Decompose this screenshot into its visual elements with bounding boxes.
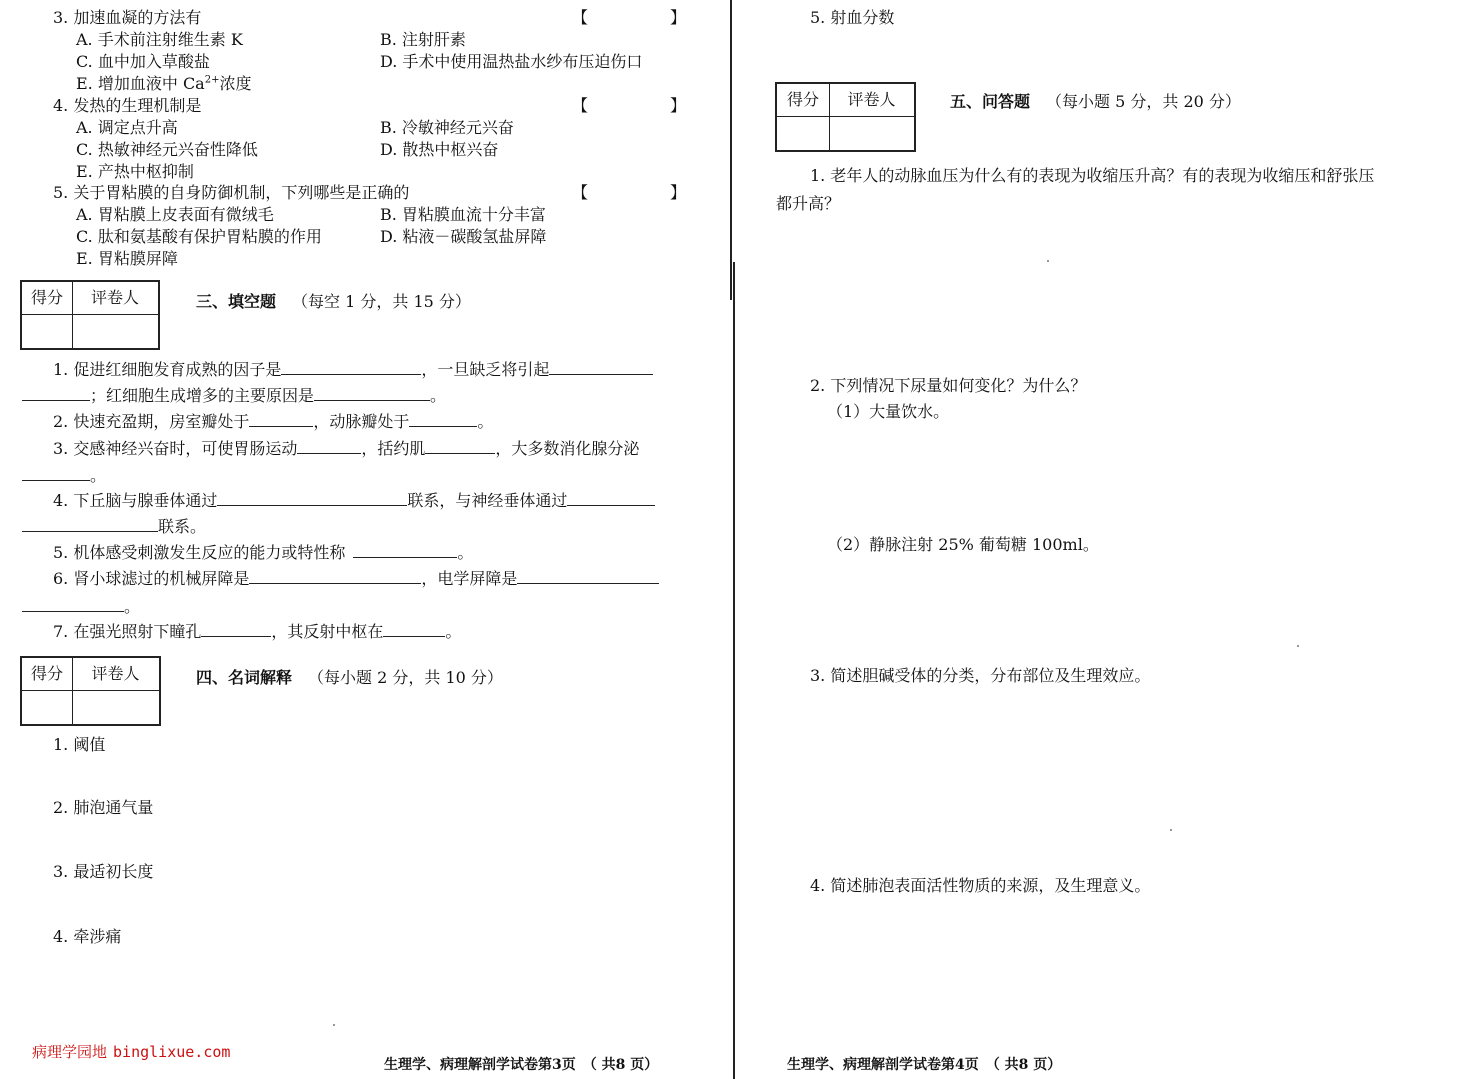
essay-question-2: 2. 下列情况下尿量如何变化？为什么？ [810,376,1087,395]
term-item: 4. 牵涉痛 [53,927,122,946]
scan-speck [333,1024,335,1026]
answer-bracket-open: 【 [572,8,589,27]
fill-question-7: 7. 在强光照射下瞳孔 ，其反射中枢在 。 [53,622,462,641]
essay-question-2-part-2: （2）静脉注射 25% 葡萄糖 100ml。 [827,535,1099,554]
fill-question-2: 2. 快速充盈期，房室瓣处于 ，动脉瓣处于 。 [53,412,494,431]
option-b: B. 胃粘膜血流十分丰富 [380,205,546,224]
option-b: B. 注射肝素 [380,30,466,49]
fill-question-5: 5. 机体感受刺激发生反应的能力或特性称 。 [53,543,474,562]
answer-blank[interactable] [549,358,653,375]
answer-blank[interactable] [314,384,430,401]
score-box [20,656,161,726]
scan-speck [1047,260,1049,262]
answer-blank[interactable] [22,515,158,532]
option-e: E. 产热中枢抑制 [76,162,194,181]
watermark: 病理学园地 binglixue.com [32,1043,231,1061]
option-c: C. 血中加入草酸盐 [76,52,210,71]
section-3-heading: 三、填空题 （每空 1 分，共 15 分） [196,292,471,311]
option-e: E. 胃粘膜屏障 [76,249,178,268]
option-b: B. 冷敏神经元兴奋 [380,118,514,137]
answer-blank[interactable] [22,464,90,481]
answer-bracket-close: 】 [670,8,687,27]
fill-question-6-cont: 。 [22,595,140,617]
essay-question-1-cont: 都升高？ [776,194,841,213]
answer-blank[interactable] [425,437,495,454]
option-a: A. 胃粘膜上皮表面有微绒毛 [76,205,274,224]
scan-speck [1297,645,1299,647]
option-d: D. 散热中枢兴奋 [380,140,499,159]
term-item: 5. 射血分数 [810,8,895,27]
option-a: A. 手术前注射维生素 K [76,30,243,49]
fill-question-1-cont: ；红细胞生成增多的主要原因是 。 [22,384,446,406]
right-page-divider [733,262,735,1079]
term-item: 2. 肺泡通气量 [53,798,154,817]
term-item: 3. 最适初长度 [53,862,154,881]
option-c: C. 肽和氨基酸有保护胃粘膜的作用 [76,227,322,246]
answer-blank[interactable] [217,489,407,506]
page-footer-left: 生理学、病理解剖学试卷第3页 （ 共8 页） [384,1057,659,1073]
page-footer-right: 生理学、病理解剖学试卷第4页 （ 共8 页） [787,1057,1062,1073]
left-page-divider [730,0,732,300]
fill-question-1: 1. 促进红细胞发育成熟的因子是 ，一旦缺乏将引起 [53,358,653,380]
option-c: C. 热敏神经元兴奋性降低 [76,140,258,159]
answer-blank[interactable] [249,410,313,427]
mc-question-5: 5. 关于胃粘膜的自身防御机制，下列哪些是正确的 [53,183,410,202]
term-item: 1. 阈值 [53,735,106,754]
section-5-heading: 五、问答题 （每小题 5 分，共 20 分） [950,92,1241,111]
answer-blank[interactable] [383,620,445,637]
scan-speck [1170,829,1172,831]
score-label: 得分 [786,90,819,109]
fill-question-4: 4. 下丘脑与腺垂体通过 联系，与神经垂体通过 [53,489,655,511]
option-d: D. 手术中使用温热盐水纱布压迫伤口 [380,52,643,71]
grader-label: 评卷人 [91,664,140,683]
option-d: D. 粘液－碳酸氢盐屏障 [380,227,547,246]
answer-blank[interactable] [249,567,421,584]
answer-blank[interactable] [22,384,90,401]
fill-question-3: 3. 交感神经兴奋时，可使胃肠运动 ，括约肌 ，大多数消化腺分泌 [53,439,640,458]
section-4-heading: 四、名词解释 （每小题 2 分，共 10 分） [196,668,503,687]
answer-blank[interactable] [281,358,421,375]
answer-blank[interactable] [201,620,271,637]
essay-question-3: 3. 简述胆碱受体的分类，分布部位及生理效应。 [810,666,1151,685]
answer-bracket-close: 】 [670,183,687,202]
answer-blank[interactable] [517,567,659,584]
answer-bracket-open: 【 [572,96,589,115]
score-label: 得分 [30,664,63,683]
fill-question-6: 6. 肾小球滤过的机械屏障是 ，电学屏障是 [53,567,659,589]
answer-blank[interactable] [297,437,361,454]
grader-label: 评卷人 [847,90,896,109]
mc-question-3: 3. 加速血凝的方法有 [53,8,202,27]
score-label: 得分 [30,288,63,307]
fill-question-3-cont: 。 [22,464,106,486]
mc-question-4: 4. 发热的生理机制是 [53,96,202,115]
answer-blank[interactable] [567,489,655,506]
answer-blank[interactable] [353,541,457,558]
fill-question-4-cont: 联系。 [22,515,206,537]
option-a: A. 调定点升高 [76,118,178,137]
grader-label: 评卷人 [90,288,139,307]
essay-question-1: 1. 老年人的动脉血压为什么有的表现为收缩压升高？有的表现为收缩压和舒张压 [810,166,1375,185]
answer-blank[interactable] [22,595,124,612]
essay-question-2-part-1: （1）大量饮水。 [827,402,950,421]
answer-bracket-open: 【 [572,183,589,202]
score-box [20,280,160,350]
option-e: E. 增加血液中 $Ca^{2+}$浓度 [76,74,252,93]
answer-blank[interactable] [409,410,477,427]
score-box [775,82,916,152]
essay-question-4: 4. 简述肺泡表面活性物质的来源，及生理意义。 [810,876,1151,895]
answer-bracket-close: 】 [670,96,687,115]
